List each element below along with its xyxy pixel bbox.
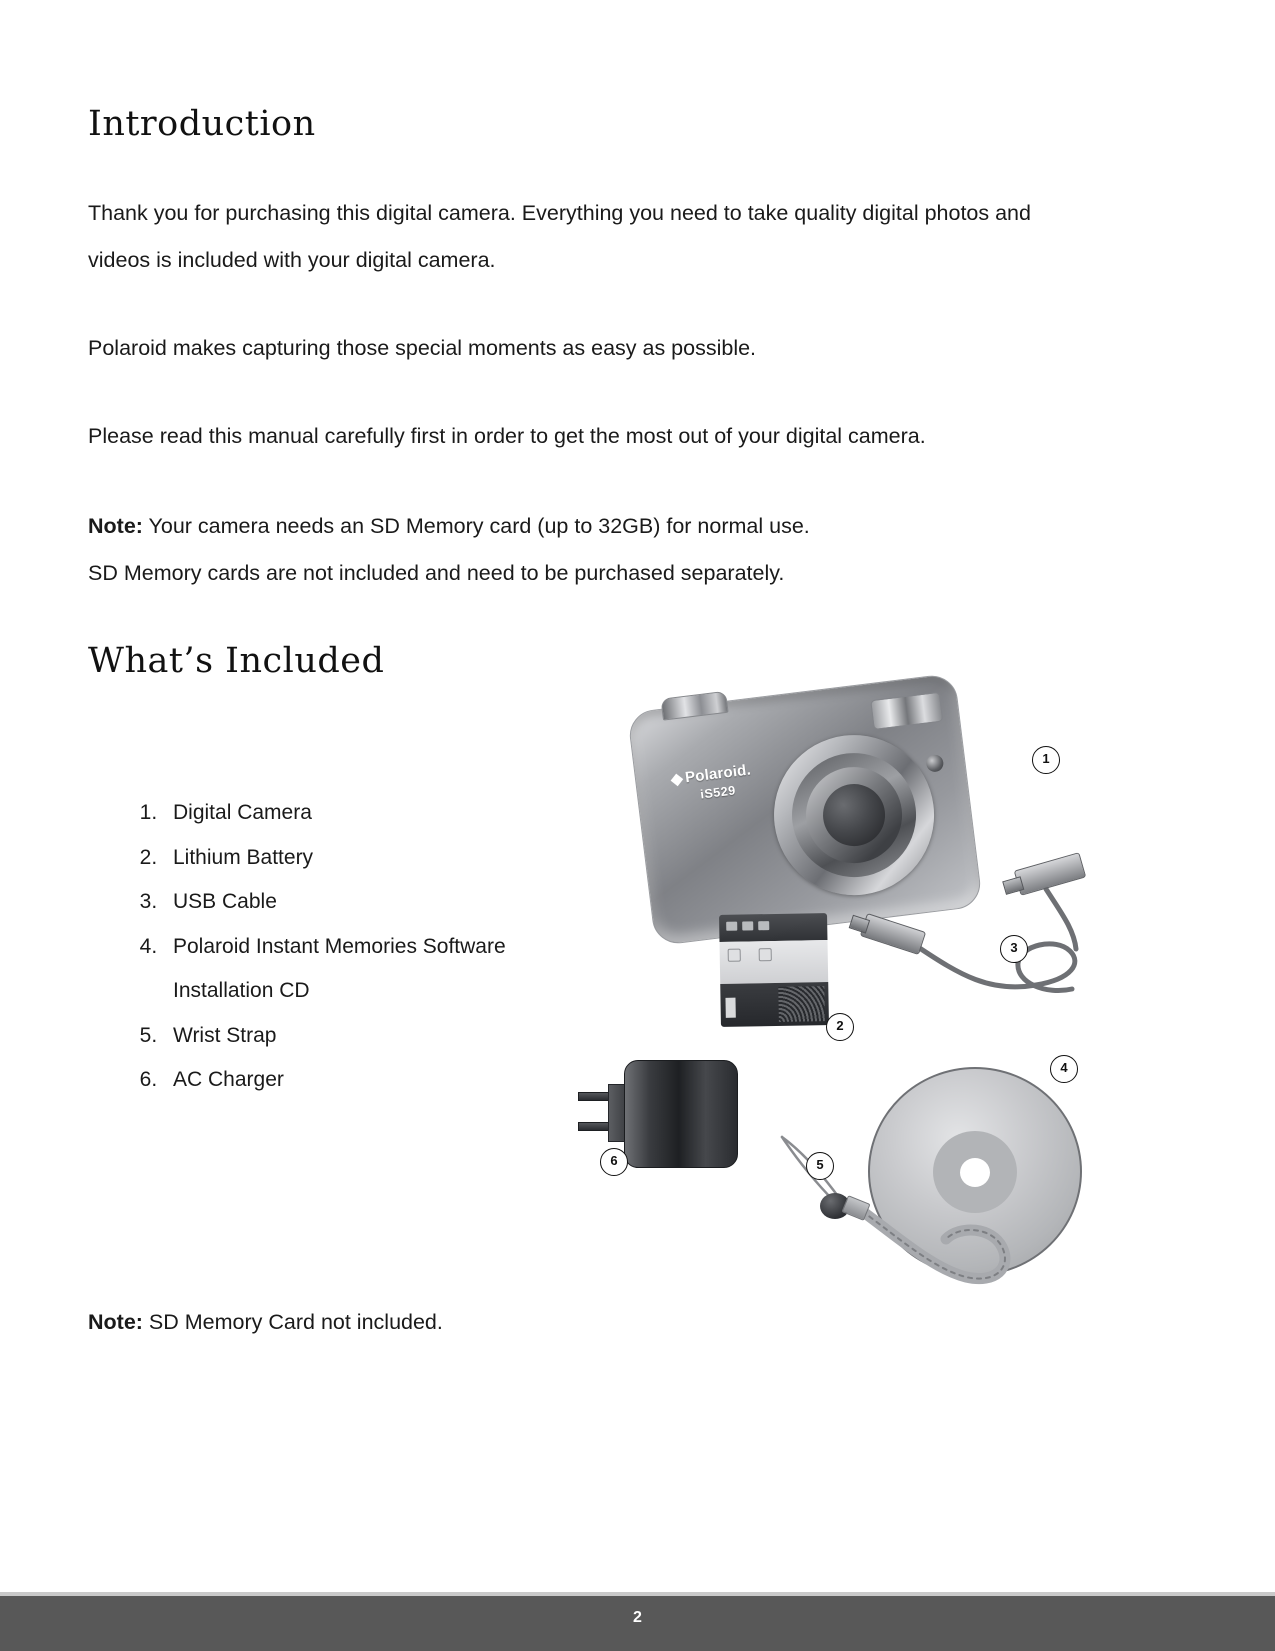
whats-included-list: [118, 791, 583, 1103]
battery-terminals: [728, 948, 772, 962]
camera-flash: [870, 692, 943, 730]
callout-2: 2: [826, 1013, 854, 1041]
list-item: 5. Wrist Strap: [163, 1014, 583, 1059]
battery-contact: [758, 921, 769, 930]
intro-paragraph-polaroid: Polaroid makes capturing those special moments as easy as possible.: [88, 335, 757, 360]
page-number: 2: [633, 1609, 642, 1626]
introduction-heading: Introduction: [88, 104, 316, 144]
intro-note-label: Note:: [88, 513, 143, 538]
camera-lens-glass: [819, 781, 888, 850]
battery-bottom: [720, 982, 829, 1027]
battery-contact: [742, 921, 753, 930]
intro-paragraph-thanks: Thank you for purchasing this digital camera. Everything you need to take quality digital photos and videos is included with your digital camera.: [88, 200, 1031, 272]
callout-1: 1: [1032, 746, 1060, 774]
battery-pattern: [778, 986, 825, 1022]
intro-note-line1: Your camera needs an SD Memory card (up to 32GB) for normal use.: [142, 513, 810, 538]
callout-5: 5: [806, 1152, 834, 1180]
camera-sensor-icon: [925, 754, 944, 773]
whats-included-note: [88, 1305, 443, 1339]
camera-top-dial: [660, 691, 728, 721]
battery-terminal: [759, 948, 772, 961]
callout-6: 6: [600, 1148, 628, 1176]
battery-middle-band: [720, 940, 829, 984]
camera-lens-inner-ring: [801, 762, 908, 869]
list-item: 4. Polaroid Instant Memories Software Installation CD: [163, 925, 583, 1014]
battery-terminal: [728, 949, 741, 962]
list-item: 3. USB Cable: [163, 880, 583, 925]
whats-included-note-text: SD Memory Card not included.: [142, 1309, 443, 1334]
battery-label-strip: [725, 998, 735, 1018]
whats-included-figure: [560, 672, 1140, 1292]
whats-included-heading: What’s Included: [88, 641, 385, 681]
callout-4: 4: [1050, 1055, 1078, 1083]
callout-3: 3: [1000, 935, 1028, 963]
camera-model-label: iS529: [699, 783, 737, 802]
polaroid-diamond-icon: [671, 773, 684, 786]
wrist-strap-cord: [770, 1127, 1030, 1287]
list-item: 6. AC Charger: [163, 1058, 583, 1103]
camera-brand-text: Polaroid.: [684, 761, 752, 787]
camera-brand-label: [671, 761, 751, 787]
camera-lens-ring: [785, 746, 923, 884]
charger-body: [624, 1060, 738, 1168]
battery-contact: [726, 922, 737, 931]
usb-cable-cord: [850, 867, 1100, 1027]
list-item: 2. Lithium Battery: [163, 836, 583, 881]
intro-note-line2: SD Memory cards are not included and need to be purchased separately.: [88, 560, 785, 585]
battery-contacts: [726, 921, 769, 931]
intro-note: [88, 503, 1098, 597]
wrist-strap-image: [770, 1127, 1030, 1287]
intro-paragraph-read-manual: Please read this manual carefully first in order to get the most out of your digital camera.: [88, 423, 926, 448]
battery-top: [719, 913, 827, 942]
usb-cable-image: [850, 867, 1100, 1027]
whats-included-note-label: Note:: [88, 1309, 143, 1334]
list-item: 1. Digital Camera: [163, 791, 583, 836]
lithium-battery-image: [719, 913, 829, 1027]
